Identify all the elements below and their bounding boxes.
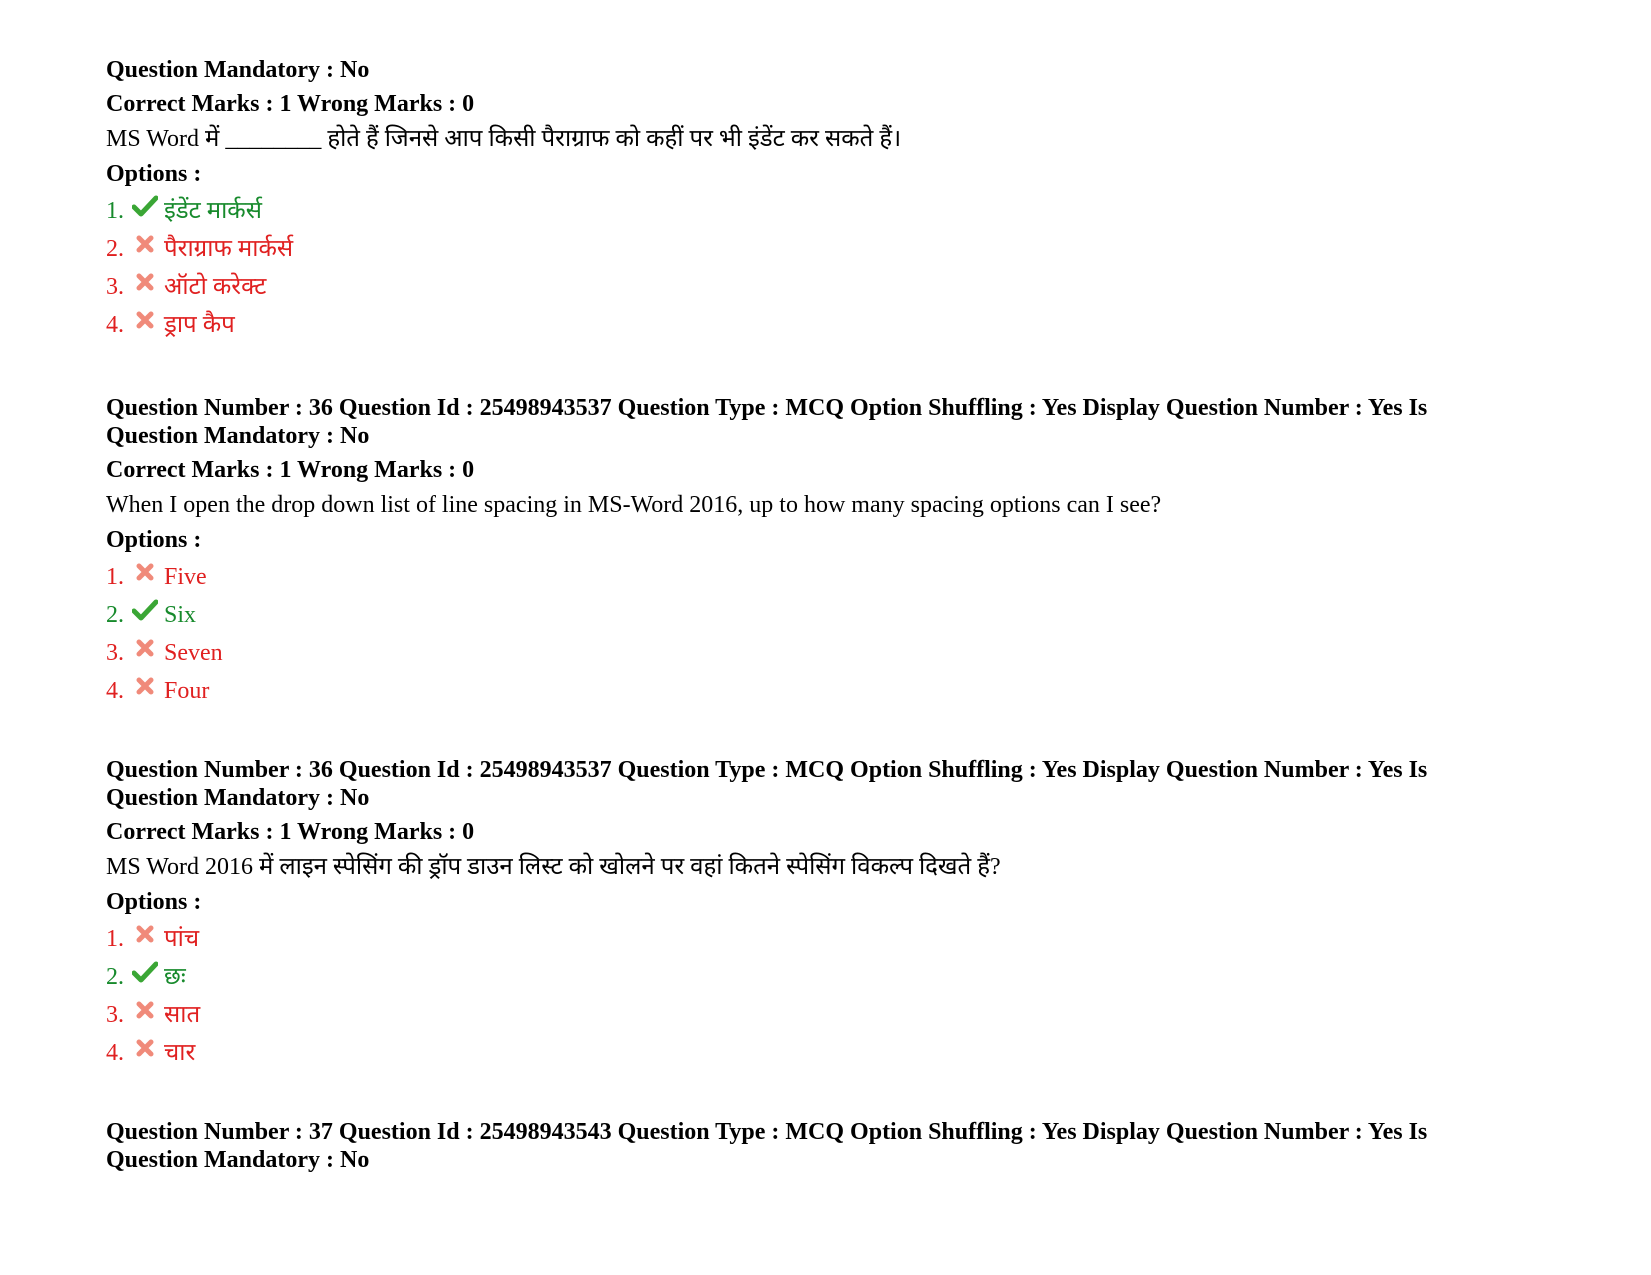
option-number: 3. xyxy=(106,640,124,666)
option-1 xyxy=(106,192,1546,230)
question-marks: Correct Marks : 1 Wrong Marks : 0 xyxy=(106,91,475,117)
option-number: 3. xyxy=(106,274,124,300)
option-text: Five xyxy=(164,564,207,590)
question-block-37 xyxy=(106,1118,1546,1174)
option-number: 3. xyxy=(106,1002,124,1028)
option-text: छः xyxy=(164,964,186,990)
option-text: इंडेंट मार्कर्स xyxy=(164,198,262,224)
option-4 xyxy=(106,306,1546,344)
cross-icon xyxy=(132,309,162,333)
question-block-36-english xyxy=(106,394,1546,710)
question-header: Question Number : 37 Question Id : 25498943543 Question Type : MCQ Option Shuffling : Yes Display Question Number : Yes Is xyxy=(106,1119,1428,1145)
question-text: MS Word 2016 में लाइन स्पेसिंग की ड्रॉप डाउन लिस्ट को खोलने पर वहां कितने स्पेसिंग विकल्प दिखते हैं? xyxy=(106,854,1001,880)
check-icon xyxy=(132,599,162,623)
question-paper-page xyxy=(106,56,1546,1174)
options-list xyxy=(106,558,1546,710)
option-text: पैराग्राफ मार्कर्स xyxy=(164,236,294,262)
option-1 xyxy=(106,558,1546,596)
option-text: ऑटो करेक्ट xyxy=(164,274,267,300)
option-2 xyxy=(106,958,1546,996)
question-block-35-hindi xyxy=(106,56,1546,344)
option-1 xyxy=(106,920,1546,958)
option-number: 2. xyxy=(106,602,124,628)
option-text: चार xyxy=(164,1040,196,1066)
question-marks: Correct Marks : 1 Wrong Marks : 0 xyxy=(106,819,475,845)
option-number: 4. xyxy=(106,678,124,704)
question-mandatory: Question Mandatory : No xyxy=(106,1147,370,1173)
option-3 xyxy=(106,634,1546,672)
question-header: Question Number : 36 Question Id : 25498943537 Question Type : MCQ Option Shuffling : Yes Display Question Number : Yes Is xyxy=(106,395,1428,421)
option-text: पांच xyxy=(164,926,200,952)
option-4 xyxy=(106,1034,1546,1072)
option-4 xyxy=(106,672,1546,710)
question-marks: Correct Marks : 1 Wrong Marks : 0 xyxy=(106,457,475,483)
option-number: 1. xyxy=(106,926,124,952)
option-text: Four xyxy=(164,678,210,704)
option-number: 4. xyxy=(106,312,124,338)
option-3 xyxy=(106,996,1546,1034)
cross-icon xyxy=(132,637,162,661)
option-number: 4. xyxy=(106,1040,124,1066)
option-text: सात xyxy=(164,1002,201,1028)
option-3 xyxy=(106,268,1546,306)
option-number: 1. xyxy=(106,564,124,590)
check-icon xyxy=(132,195,162,219)
options-list xyxy=(106,920,1546,1072)
option-number: 1. xyxy=(106,198,124,224)
options-label: Options : xyxy=(106,161,202,187)
options-list xyxy=(106,192,1546,344)
question-mandatory: Question Mandatory : No xyxy=(106,785,370,811)
cross-icon xyxy=(132,233,162,257)
question-mandatory: Question Mandatory : No xyxy=(106,57,370,83)
option-text: Seven xyxy=(164,640,223,666)
options-label: Options : xyxy=(106,527,202,553)
question-block-36-hindi xyxy=(106,756,1546,1072)
check-icon xyxy=(132,961,162,985)
cross-icon xyxy=(132,923,162,947)
options-label: Options : xyxy=(106,889,202,915)
cross-icon xyxy=(132,675,162,699)
option-2 xyxy=(106,596,1546,634)
option-text: ड्राप कैप xyxy=(164,312,235,338)
question-mandatory: Question Mandatory : No xyxy=(106,423,370,449)
option-2 xyxy=(106,230,1546,268)
option-number: 2. xyxy=(106,236,124,262)
cross-icon xyxy=(132,561,162,585)
question-text: MS Word में ________ होते हैं जिनसे आप किसी पैराग्राफ को कहीं पर भी इंडेंट कर सकते हैं। xyxy=(106,126,902,152)
option-text: Six xyxy=(164,602,197,628)
cross-icon xyxy=(132,999,162,1023)
question-text: When I open the drop down list of line spacing in MS-Word 2016, up to how many spacing options can I see? xyxy=(106,492,1162,518)
question-header: Question Number : 36 Question Id : 25498943537 Question Type : MCQ Option Shuffling : Yes Display Question Number : Yes Is xyxy=(106,757,1428,783)
cross-icon xyxy=(132,271,162,295)
cross-icon xyxy=(132,1037,162,1061)
option-number: 2. xyxy=(106,964,124,990)
